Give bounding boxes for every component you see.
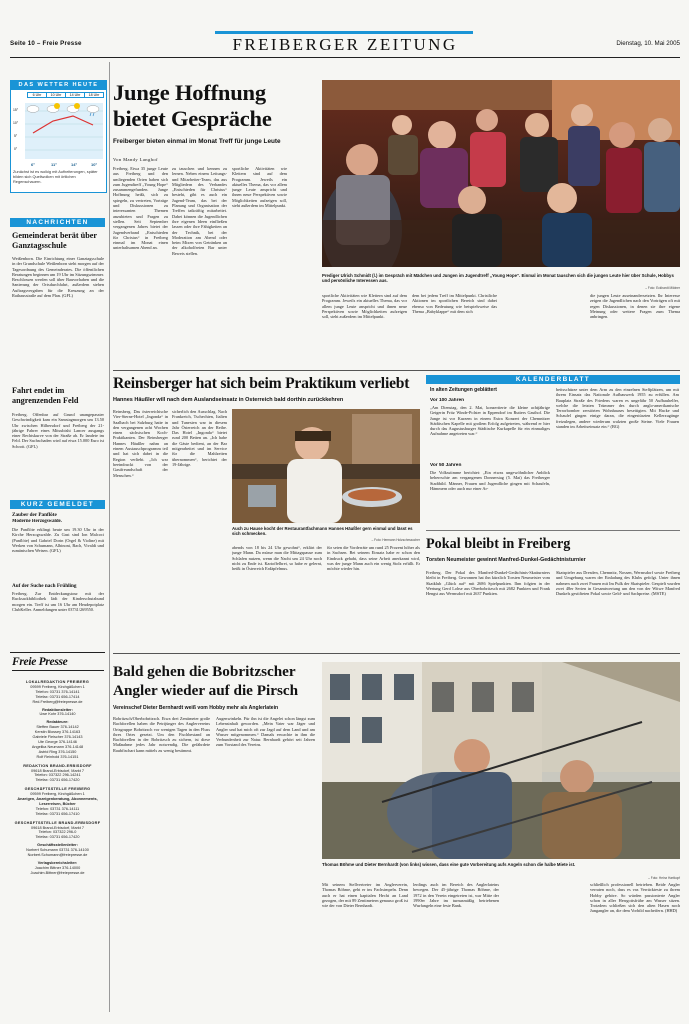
article1-caption: Prediger Ulrich Schmidt (l.) im Gespräch mit Mädchen und Jungen im Jugendtreff „Young Hope“. Einmal im Monat tauschen sich die jungen Leute hier über Schule, Hobbys und persönliche Interessen aus.	[322, 273, 674, 284]
contact-line: Telefon: 037322 296-0	[38, 830, 77, 835]
contact-head-1: LOKALREDAKTION FREIBERG	[25, 680, 90, 684]
kitchen-photo	[232, 409, 420, 523]
article3-credit: – Foto: Heinz Hartkopf	[648, 876, 680, 880]
article3-col-5: lerdings auch im Bereich des Anglerlateins bewegen. Der 45-jährige Thomas Böhme, der 1972 in den Verein eingetreten ist, war Mitte der 1990er Jahre im turnusmäßig betriebenen Wurfangeln eine feste Bank.	[413, 882, 499, 909]
article2-bottom-rule	[113, 653, 680, 654]
article3-col-4: Mit seinem Stellvertreter im Anglerverein, Thomas Böhme, geht er ins Fachsimpeln. Denn auch er hat einen kapitalen Hecht an Land gezogen, der mit 89 Zentimetern genauso groß ist wie der von Dieter Bernhardt.	[322, 882, 408, 909]
nachrichten-title-1: Gemeinderat berät über Ganztagsschule	[12, 231, 97, 250]
weather-chart	[11, 91, 106, 161]
weather-scale-3: 0°	[14, 147, 18, 151]
nachrichten-body-1: Weißenborn. Die Einrichtung einer Ganztagsschule in der Grundschule Weißenborn steht morgen auf der Tagesordnung des Gemeinderates. Die öffentlichen Beratungen beginnen um 19 Uhr im Sitzungszimmer. Beschlossen werden soll über Bauvorhaben und die Sanierung der Ortsdurchfahrt, außerdem stehen Auftragsvergaben für die Kreuzung an der Rathausstraße auf dem Plan. (GFL)	[12, 256, 104, 299]
youth-group-photo	[322, 80, 680, 267]
issue-date: Dienstag, 10. Mai 2005	[616, 40, 680, 47]
article2-caption: Auch zu Hause kocht der Restaurantfachmann Hannes Häußler gern einmal und lässt es sich schmecken.	[232, 526, 413, 537]
article3-col-1: Bobritzsch/Oberbobritzsch. Etwa drei Zentimeter große Bachforellen haben die Petrijünger des Anglervereins Ortsgruppe Bobritzsch vor wenigen Tagen in den Fluss ihres Ortes gesetzt. Um den Fischbestand an Bachforellen in der Bobritzsch zu sichern, ist diese Maßnahme jedes Jahr notwendig. Die gefährdete Raubfischart kann mittels zu wenig bestimmt.	[113, 716, 210, 753]
contact-gf-label: Geschäftsstellenleiter:	[37, 843, 78, 848]
nachrichten-header: NACHRICHTEN	[10, 218, 105, 227]
kurz-header: KURZ GEMELDET	[10, 500, 105, 509]
newspaper-title: FREIBERGER ZEITUNG	[232, 35, 458, 54]
article3-col-spacer	[504, 882, 586, 883]
weather-scale-1: 10°	[13, 121, 19, 125]
contact-head-3: GESCHÄFTSSTELLE FREIBERG	[24, 787, 91, 792]
weather-header: DAS WETTER HEUTE	[11, 81, 106, 90]
contact-line: 09618 Brand-Erbisdorf, Markt 7	[31, 825, 84, 830]
pokal-col-1: Freiberg. Der Pokal des Manfred-Dunkel-Gedächtnis-Skatturniers bleibt in Freiberg. Gewonnen hat ihn kürzlich Torsten Neumeister vom Skatklub „Glück auf“ mit 2686 Spielpunkten. Ihm folgten in der Wertung Gerd Lohse aus Oberbobritzsch mit 2682 Punkten und Frank Hengst aus Wermsdorf mit 2637 Punkten.	[426, 570, 550, 597]
contact-redakteur: Gabriele Fleischer 376-14143	[32, 735, 83, 740]
kalender-t2: Die Volksstimme berichtet: „Ein etwas ungewöhnlicher Anblick beherrschte am vergangenen Donnerstag (5. Mai) das Freiberger Stadtbild. Männer, Frauen und Jugendliche gingen mit Schaufeln, Hämmern oder auch nur einer Ar-	[430, 470, 550, 491]
left-column-divider	[109, 62, 110, 1012]
contact-line: Anzeigen, Anzeigenberatung, Abonnements, Leserreisen, Bücher	[17, 797, 98, 806]
article2-col-4: für seien die Vorderräte um rund 25 Prozent höher als in Sachsen. Bei seinem Einsatz habe er schon den Eindruck gehabt, dass seine Arbeit anerkannt wird, was der junge Mann auch ein wenig Stolz erfüllt. Er möchte wieder hin.	[327, 545, 420, 572]
contact-leitung-label: Redaktionsleiter:	[42, 707, 73, 712]
contact-redakteur: Steffen Bauer 376-14142	[36, 725, 79, 730]
weather-time-2: 14 Uhr	[65, 92, 85, 98]
weather-scale-2: 5°	[14, 134, 18, 138]
contact-line: Telefax: 03731 656-17410	[35, 811, 80, 816]
contact-redakteur: Astrid Ring 376-14150	[38, 749, 77, 754]
contact-gf-email[interactable]: Norbert.Schumann@freiepresse.de	[27, 853, 88, 858]
article2-subtitle: Hannes Häußler will nach dem Auslandseinsatz in Österreich bald dorthin zurückkehren	[113, 397, 344, 403]
article2-col-2: sicherlich den Ausschlag. Nach Frankreich, Tschechien, Italien und Tunesien war in diesem Jahr Österreich an der Reihe. Das Hotel „Ingonda“ bietet rund 200 Betten an. „Ich habe die Gäste bedient, an der Bar mitgearbeitet und im Service für die Mahlzeiten übernommen“, berichtet der 19-Jährige.	[172, 409, 227, 467]
article1-photo	[322, 80, 680, 267]
contact-top-rule	[10, 652, 105, 653]
kurz-body-1: Die Panflöte erklingt heute um 19.30 Uhr in der Kirche Herzogswalde. Zu Gast sind Ion Malcoci (Panflöte) und Gabriel Dorin (Orgel & Violine) mit Werken von Schumann, Albinoni, Bach, Vivaldi und rumänischen Weisen. (GFL)	[12, 527, 104, 554]
contact-leitung: Uwe Kohr 376-14140	[39, 712, 76, 717]
article1-col-lower-4: dem bei jedem Treff im Mittelpunkt. Christliche Aktionen im sportlichen Bereich sind dabei ebenso von Bedeutung wie beispielsweise das Thema „Babyklappe“ mit dem sich	[412, 293, 497, 314]
article3-col-6: schließlich professionell betrieben. Beide Angler verraten noch, dass es vas Verrückteste zu ihrem Hobby gehöre. So würden passionierte Angler schon in aller Herrgottsfrühe am Wasser sitzen. Trotzdem schließen sich den alten Hasen noch Jungangler an, die dem Vorbild nacheifern. (HHD)	[590, 882, 680, 914]
article1-col-1: Freiberg. Etwa 35 junge Leute aus Freiberg und den umliegenden Orten haben sich zum Jugendtreff „Young Hope“ zusammengefunden. Junge Hoffnung heißt, sich zu spiegeln, zu vertreten, Vorträge und Diskussionen zu interessanten Themen anzubieten und Fragen zu stellen. Seit September vergangenen Jahres bietet der Jugendverband „Entschieden für Christus“ in Freiberg einmal im Monat einen unterhaltsamen Abend an.	[113, 166, 168, 251]
article3-headline: Bald gehen die Bobritzscher Angler wieder auf die Pirsch	[113, 663, 299, 699]
kalender-intro: In alten Zeitungen geblättert	[430, 387, 497, 393]
contact-redakteur: Ute George 376-14146	[38, 739, 77, 744]
kurz-body-2: Freiberg. Zur Entdeckungstour mit der Rucksackbibliothek lädt der Kinderschutzbund morgen ein. Treff ist um 16 Uhr am Heudepotplatz ClubKeller. Anmeldungen unter 03731/269550.	[12, 591, 104, 612]
article3-photo	[322, 662, 680, 859]
contact-head-2: REDAKTION BRAND-ERBISDORF	[23, 763, 92, 768]
title-accent-bar	[215, 31, 473, 34]
contact-line: 09618 Brand-Erbisdorf, Markt 7	[31, 768, 84, 773]
kalender-header: KALENDERBLATT	[426, 375, 680, 384]
nachrichten-body-2: Freiberg. Offenbar auf Grund unangepasster Geschwindigkeit kam ein Samstagmorgen um 13.50 Uhr zwischen Hilbersdorf und Freiberg der 21-jährige Fahrer eines Mitsubishi Lancer ausgangs einer Rechtskurve von der Straße ab. Er landete im Feld. Der Sachschaden wird auf etwa 15.000 Euro ist Schrott. (GFL)	[12, 412, 104, 449]
weather-box	[10, 80, 107, 193]
page-label: Seite 10 – Freie Presse	[10, 40, 82, 47]
article1-subtitle: Freiberger bieten einmal im Monat Treff für junge Leute	[113, 138, 281, 145]
weather-graph	[11, 91, 106, 161]
kalender-t1: „Am Dienstag, den 2. Mai, konzertierte die kleine achtjährige Geigerin Fritz Winde-Polster in Eppendorf im Rutters Gasthof. Die Junge ist vor Kurzem in einem Extra Konzert der Chemnitzer Städtischen Kapelle mit großem Erfolg aufgetreten, während er hier durch das Augustusburger Städtische Kurkapelle für ein einmaliges Aufnahme angetreten war.“	[430, 405, 550, 437]
article2-photo	[232, 409, 420, 523]
article3-col-2: Augenwinkeln. Für ihn ist die Angelei schon längst zum Lebensinhalt geworden. „Mein Vater war Jäger und Angler und hat mich oft zur Jagd auf dem Land und am Wasser mitgenommen.“ Damals erwachte in ihm die Verbundenheit zur Natur. Bernhardt gehört seit Jahren zum Vorstand des Vereins.	[216, 716, 315, 748]
contact-verlag-email[interactable]: Joachim.Bittner@freiepresse.de	[30, 870, 85, 875]
article2-headline: Reinsberger hat sich beim Praktikum verliebt	[113, 375, 410, 392]
contact-redakteure-label: Redakteure:	[46, 720, 69, 725]
masthead-rule	[10, 57, 680, 58]
kurz-sub-1: Moderne Herzogswalde.	[12, 519, 62, 524]
article1-lower-gap	[502, 293, 586, 294]
weather-time-3: 18 Uhr	[84, 92, 104, 98]
weather-time-0: 6 Uhr	[27, 92, 47, 98]
weather-caption: Zunächst ist es wolkig mit Aufheiterungen, später bilden sich Quellwolken mit örtlichen Regenschauern.	[13, 170, 98, 184]
pokal-top-rule	[426, 530, 680, 531]
article1-col-lower-3: sportliche Aktivitäten wie Klettern sind auf dem Programm. Jeweils ein aktuelles Thema, das vor allem junge Leute anspricht und ihnen neue Perspektiven sowie Möglichkeiten aufzeigen soll, steht außerdem im Mittelpunkt.	[322, 293, 407, 320]
article1-col-lower-5: die jungen Leute auseinandersetzten. Ihr Interesse zeigen die Jugendlichen nach den Vorträgen oft mit regen Diskussionen, in denen sie ihre eigene Meinung oder weitere Fragen zum Thema anbringen.	[590, 293, 680, 320]
contact-head-4: GESCHÄFTSSTELLE BRAND-ERBISDORF	[14, 820, 101, 825]
contact-line: Telefax: 03731 656-17420	[35, 835, 80, 840]
weather-temp-3: 10°	[91, 162, 98, 167]
kurz-title-2: Auf der Suche nach Frühling	[12, 583, 77, 589]
weather-time-1: 10 Uhr	[46, 92, 66, 98]
contact-line: Telefon: 03731 376-14111	[35, 806, 80, 811]
pokal-col-2: Skatspieler aus Dresden, Chemnitz, Nossen, Wermsdorf sowie Freiberg und Umgebung waren der Einladung des Klubs gefolgt. Unter ihnen nahmen auch zwei Frauen mit Im Pulk der Skatspieler. Gespielt wurden zwei 48er Serien in Gesamtwertung um den von der Witwe Manfred Dunkels gestifteten Pokal sowie Geld- und Sachpreise. (MSTE)	[556, 570, 680, 597]
contact-box	[10, 674, 105, 994]
kurz-title-1: Zauber der Panflöte	[12, 512, 57, 518]
contact-verlag: Joachim Bittner 376-14000	[34, 865, 81, 870]
weather-temps	[25, 162, 105, 168]
kalender-t3: beitsschürze unter dem Arm zu den einzelnen Steffplätzen, um mit ihrem Einsatz das Nationale Aufbauwerk 1955 zu erfüllen. Am Bauplatz Straße des Friedens waren es ungefähr 50 Aufbauhelfer, welche die letzten Trümmer des durch anglo-amerikanische Terrorbomber zerstörten Wohnhauses beseitigten. Mit Hacke und Schaufel gingen einige daran, die eingestürzten Kellerzugänge freizulegen, andere wiederum walzten große Steine. Viele Frauen standen im Arbeitseinsatz ein.“ (BG)	[556, 387, 679, 430]
pokal-headline: Pokal bleibt in Freiberg	[426, 536, 571, 552]
weather-temp-1: 11°	[51, 162, 57, 167]
article2-credit: – Foto: Hermann Holzschmaucher	[371, 538, 420, 542]
kalender-h2: Vor 50 Jahren	[430, 463, 462, 468]
contact-line: Telefax: 03731 656-17414	[35, 694, 80, 699]
weather-scale-0: 15°	[13, 108, 19, 112]
contact-line: Telefax: 03731 656-17420	[35, 778, 80, 783]
contact-line: 09599 Freiberg, Kirchgäßchen 1	[30, 684, 85, 689]
nachrichten-title-2: Fahrt endet im angrenzenden Feld	[12, 386, 79, 405]
article2-col-1: Reinsberg. Das österreichische Vier-Sterne-Hotel „Ingonda“ in Saalbach bei Salzburg hatte in den vergangenen acht Wochen einen sächsischen Koch-Praktikanten. Der Reinsberger Hannes Häußler nahm an einem Austauschprogramm teil und hat sich dabei in die Region verliebt. „Ich war beeindruckt von der Gastfreundschaft der Menschen.“	[113, 409, 168, 478]
contact-gf: Norbert Schumann 03731 376-14100	[26, 848, 89, 853]
article3-subtitle: Vereinschef Dieter Bernhardt weiß vom Hobby mehr als Anglerlatein	[113, 705, 279, 711]
article3-caption: Thomas Böhme und Dieter Bernhardt (von links) wissen, dass eine gute Vorbereitung aufs Angeln schon die halbe Miete ist.	[322, 862, 576, 867]
article1-col-3: sportliche Aktivitäten wie Klettern sind auf dem Programm. Jeweils ein aktuelles Thema, das vor allem junge Leute anspricht und ihnen neue Perspektiven sowie Möglichkeiten aufzeigen soll, steht außerdem im Mittelpunkt.	[232, 166, 287, 209]
contact-email[interactable]: Red.Freiberg@freiepresse.de	[32, 699, 83, 704]
contact-redakteur: Rolf Reinhold 376-14151	[36, 754, 79, 759]
article1-col-2: zu tauschen und kennen zu lernen. Neben einem Leitungs- und Mitarbeiter-Team, das aus Mitgliedern des Verbandes „Entschieden für Christus“ besteht, gibt es auch ein Jugend-Team, das bei der Planung und Organisation der Treffen tatkräftig mitarbeitet. Dabei können die Jugendlichen ihre eigenen Ideen einfließen lassen oder ihre Fähigkeiten an der Technik, bei der Moderation am Abend oder beim Mixen von Getränken an der alkoholfreien Bar unter Beweis stellen.	[172, 166, 227, 256]
pokal-subtitle: Torsten Neumeister gewinnt Manfred-Dunkel-Gedächtnisturnier	[426, 557, 586, 563]
freie-presse-logo: Freie Presse	[12, 656, 104, 671]
contact-redakteur: Kerstin Blossey 376-14163	[34, 730, 81, 735]
article1-bottom-rule	[113, 370, 680, 371]
contact-line: 09599 Freiberg, Kirchgäßchen 1	[30, 792, 85, 797]
contact-verlag-label: Verlagsbereichsleiter:	[37, 861, 78, 865]
article1-credit: – Foto: Eckhardt Mildner	[645, 286, 680, 290]
article2-col-3: abends von 18 bis 24 Uhr gewohnt“, erklärt der junge Mann. Da müsse man die Mittagspause zum Schlafen nutzen, wenn die Nacht um 24 Uhr noch nicht zu Ende ist. Kartoffelbrei, so habe er gelernt, heißt in Österreich Erdäpfelmus.	[232, 545, 322, 572]
contact-redakteur: Angelika Neumann 376-14148	[31, 744, 84, 749]
article1-byline: Von Mandy Langhof	[113, 157, 158, 162]
kalender-h1: Vor 100 Jahren	[430, 398, 465, 403]
article1-headline: Junge Hoffnung bietet Gespräche	[113, 80, 272, 131]
anglers-photo	[322, 662, 680, 859]
weather-temp-0: 6°	[31, 162, 35, 167]
contact-line: Telefon: 037322 296-14241	[34, 773, 81, 778]
contact-line: Telefon: 03731 376-14141	[35, 689, 80, 694]
weather-temp-2: 14°	[71, 162, 78, 167]
